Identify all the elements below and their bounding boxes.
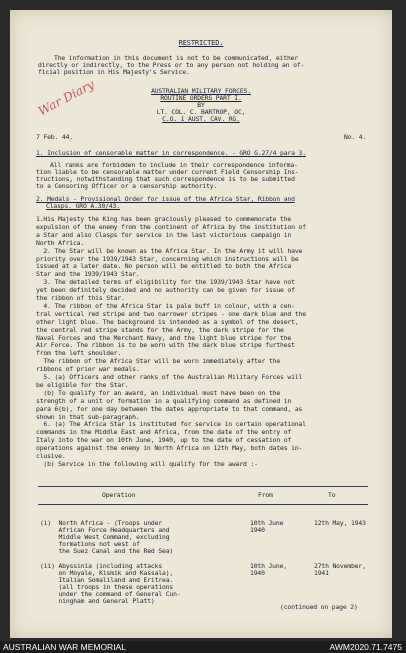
- para2-line: 4. The ribbon of the Africa Star is pale buff in colour, with a cen-: [36, 301, 295, 310]
- para2-line: issued at a later date. No person will be entitled to both the Africa: [36, 262, 292, 271]
- column-header-from: From: [258, 491, 273, 499]
- table-cell-operation: under the command of General Cun-: [40, 590, 181, 598]
- para2-line: Naval Forces and the Merchant Navy, and the light blue stripe for the: [36, 333, 292, 342]
- para2-line: other light blue. The background is intended as a symbol of the desert,: [36, 317, 299, 326]
- column-header-to: To: [328, 491, 336, 499]
- title-line: C.O. 1 AUST. CAV. RG.: [162, 115, 240, 123]
- handwritten-annotation: War Diary: [36, 77, 97, 119]
- table-cell-from: 1940: [250, 526, 265, 534]
- para2-line: operations against the enemy in North Africa on 12th May, both dates in-: [36, 444, 303, 453]
- para1-line: tion liable to be censorable matter under current Field Censorship Ins-: [36, 168, 299, 176]
- para2-line: 6. (a) The Africa Star is instituted for service in certain operational: [36, 420, 306, 429]
- para2-line: priority over the 1939/1943 Star, concerning which instructions will be: [36, 254, 299, 263]
- title-line: LT. COL. C. BARTROP, OC,: [156, 108, 246, 116]
- para2-line: clusive.: [36, 452, 66, 460]
- para1-line: tructions, notwithstanding that such correspondence is to be submitted: [36, 175, 295, 183]
- restriction-notice-line: directly or indirectly, to the Press or to any person not holding an of-: [38, 61, 305, 69]
- para2-line: The ribbon of the Africa Star will be worn immediately after the: [36, 357, 281, 366]
- para2-line: para 6(b), for one day between the dates appropriate to that command, as: [36, 404, 303, 413]
- title-line: ROUTINE ORDERS PART I.: [160, 94, 242, 102]
- table-cell-from: 10th June,: [250, 562, 287, 570]
- para2-line: 3. The detailed terms of eligibility for the 1939/1943 Star have not: [36, 278, 295, 287]
- para2-line: Star and the 1939/1943 Star.: [36, 270, 140, 279]
- para2-line: the central red stripe stands for the Army, the dark stripe for the: [36, 325, 284, 334]
- table-cell-operation: formations not west of: [40, 540, 140, 548]
- document-page: [10, 10, 392, 638]
- column-header-operation: Operation: [102, 491, 136, 499]
- para2-heading: 2. Medals - Provisional Order for issue of the Africa Star, Ribbon and: [36, 195, 295, 203]
- archive-reference: AWM2020.71.7475: [329, 642, 402, 652]
- para2-line: yet been definitely decided and no authority can be given for issue of: [36, 286, 295, 295]
- table-cell-operation: (ii) Abyssinia (including attacks: [40, 562, 163, 570]
- order-date: 7 Feb. 44.: [36, 133, 73, 141]
- table-cell-to: 27th November,: [314, 562, 366, 570]
- para1-line: All ranks are forbidden to include in their correspondence informa-: [50, 161, 298, 169]
- para2-line: the ribbon of this Star.: [36, 294, 125, 302]
- para2-line: 1.His Majesty the King has been graciously pleased to commemorate the: [36, 215, 292, 223]
- para2-line: Italy into the war on 10th June, 1940, up to the date of cessation of: [36, 436, 292, 445]
- table-cell-from: 10th June: [250, 519, 284, 527]
- para2-line: commands in the Middle East and Africa, from the date of the entry of: [36, 428, 292, 437]
- order-number: No. 4.: [344, 133, 367, 141]
- para2-heading: Clasps. GRO A.30/43.: [46, 202, 120, 210]
- table-top-rule: [38, 486, 368, 487]
- table-cell-from: 1940: [250, 569, 265, 577]
- table-cell-to: 1941: [314, 569, 329, 577]
- para2-line: (b) Service in the following will qualify for the award :-: [36, 459, 258, 468]
- table-cell-operation: (all troops in these operations: [40, 583, 174, 591]
- para2-line: 2. The Star will be known as the Africa Star. In the Army it will have: [36, 246, 303, 255]
- para2-line: (b) To qualify for an award, an individual must have been on the: [36, 388, 281, 397]
- para2-line: expulsion of the enemy from the continent of Africa by the institution of: [36, 222, 306, 231]
- title-line: BY: [197, 101, 205, 109]
- para1-heading: 1. Inclusion of censorable matter in correspondence. - GRO G.27/4 para 3.: [36, 149, 306, 157]
- para2-line: a Star and also Clasps for service in the last victorious campaign in: [36, 230, 292, 239]
- table-cell-operation: (i) North Africa - (Troops under: [40, 519, 163, 527]
- para2-line: from the left shoulder.: [36, 349, 122, 358]
- para1-line: to a Censoring Officer or a censorship authority.: [36, 182, 218, 190]
- para2-line: Air Force. The ribbon is to be worn with the dark blue stripe furthest: [36, 341, 295, 350]
- restriction-notice-line: ficial position in His Majesty's Service.: [38, 68, 190, 76]
- para2-line: ribbons of prior war medals.: [36, 365, 140, 374]
- para2-line: 5. (a) Officers and other ranks of the Australian Military Forces will: [36, 373, 303, 381]
- para2-line: strength of a unit or formation in a qualifying command as defined in: [36, 396, 292, 405]
- table-cell-to: 12th May, 1943: [314, 519, 366, 527]
- para2-line: North Africa.: [36, 238, 85, 247]
- restriction-notice-line: The information in this document is not to be communicated, either: [54, 54, 299, 62]
- para2-line: be eligible for the Star.: [36, 380, 129, 389]
- archive-name: AUSTRALIAN WAR MEMORIAL: [3, 642, 126, 652]
- table-header-rule: [38, 504, 368, 505]
- continuation-note: (continued on page 2): [280, 603, 358, 611]
- classification-heading: RESTRICTED.: [178, 39, 224, 47]
- table-cell-operation: Middle West Command, excluding: [40, 533, 170, 541]
- para2-line: tral vertical red stripe and two narrower stripes - one dark blue and the: [36, 309, 306, 318]
- table-cell-operation: African Force Headquarters and: [40, 526, 170, 534]
- table-cell-operation: Italian Somaliland and Eritrea.: [40, 576, 174, 584]
- title-line: AUSTRALIAN MILITARY FORCES.: [151, 87, 251, 95]
- table-cell-operation: the Suez Canal and the Red Sea): [40, 547, 174, 555]
- table-cell-operation: ningham and General Platt): [40, 597, 155, 605]
- table-cell-operation: on Moyale, Kismik and Kassala),: [40, 569, 174, 577]
- archive-footer: [0, 641, 406, 653]
- para2-line: shown in that sub-paragraph.: [36, 412, 140, 421]
